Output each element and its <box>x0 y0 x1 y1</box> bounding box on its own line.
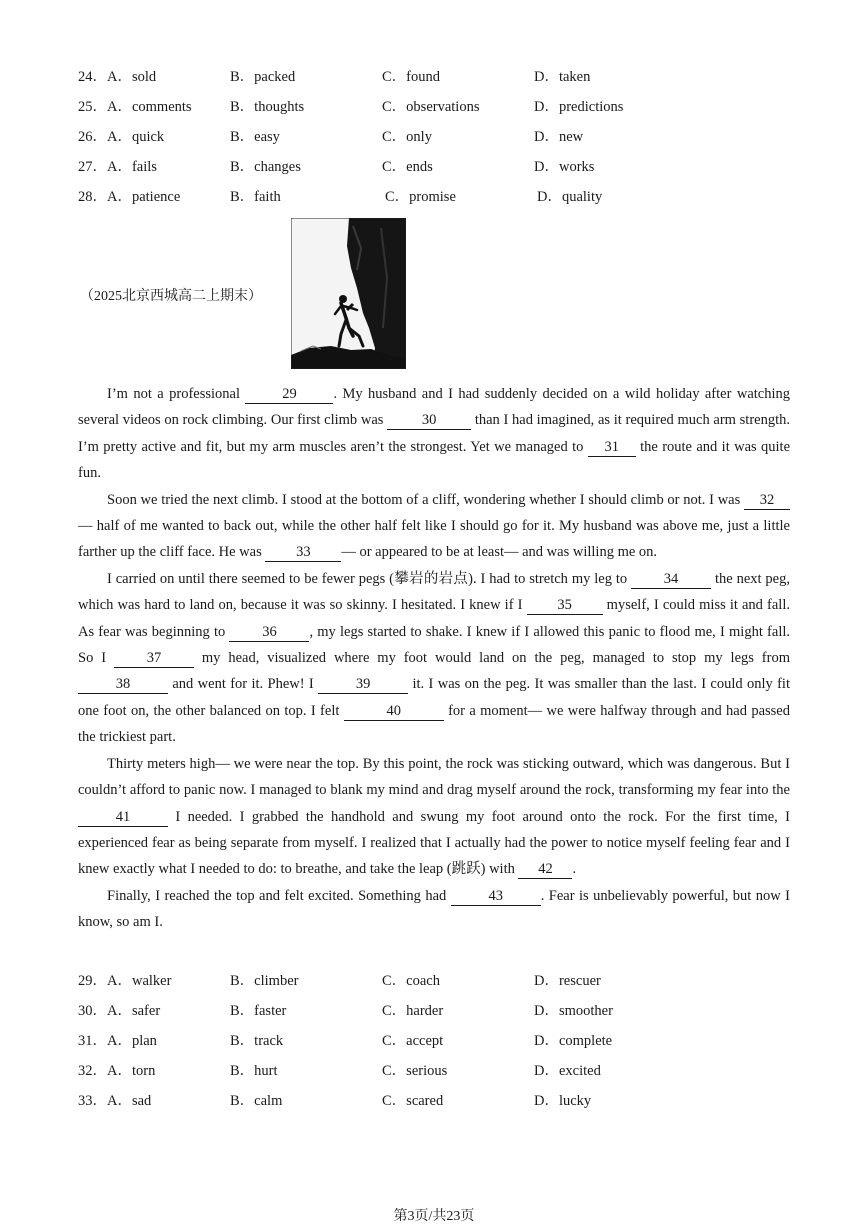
passage-text: Finally, I reached the top and felt excited. Something had <box>107 887 451 904</box>
passage-text: . Fear is unbelievably powerful, but now I know, so am I. <box>78 887 790 931</box>
option-c: C．harder <box>382 1003 444 1019</box>
paragraph-3 <box>78 566 790 751</box>
question-31 <box>78 1031 798 1051</box>
blank-29: 29 <box>245 386 333 404</box>
question-number: 29． <box>78 973 107 989</box>
option-d: D．predictions <box>534 99 624 115</box>
option-a: A．comments <box>107 99 192 115</box>
option-b: B．hurt <box>230 1063 278 1079</box>
option-d: D．excited <box>534 1063 601 1079</box>
question-option <box>78 157 157 177</box>
question-number: 30． <box>78 1003 107 1019</box>
question-number: 25． <box>78 99 107 115</box>
passage-source: （2025北京西城高二上期末） <box>80 289 262 304</box>
option-c: C．ends <box>382 159 433 175</box>
paragraph-4 <box>78 751 790 883</box>
passage-text: the route and it was quite fun. <box>78 438 791 482</box>
passage-text: Thirty meters high— we were near the top. By this point, the rock was sticking outward, which was dangerous. But I couldn’t afford to panic now. I managed to blank my mind and drag myself around the rock, transforming my fear into the <box>78 755 790 799</box>
question-29 <box>78 971 798 991</box>
option-a: A．safer <box>107 1003 161 1019</box>
option-b: B．faith <box>230 189 281 205</box>
option-b: B．faster <box>230 1003 287 1019</box>
passage-text: . My husband and I had suddenly decided on a wild holiday after watching several videos on rock climbing. Our first climb was <box>78 386 790 429</box>
passage-text: , my legs started to shake. I knew if I allowed this panic to flood me, I might fall. So I <box>78 623 790 667</box>
option-b: B．changes <box>230 159 301 175</box>
option-d: D．rescuer <box>534 973 601 989</box>
question-option <box>78 1031 157 1051</box>
option-a: A．fails <box>107 159 157 175</box>
passage-text: myself, I could miss it and fall. As fear was beginning to <box>78 597 790 640</box>
option-a: A．plan <box>107 1033 157 1049</box>
passage-text: . <box>572 861 577 878</box>
question-number: 28． <box>78 189 107 205</box>
blank-37: 37 <box>114 650 194 668</box>
question-24 <box>78 67 798 87</box>
paragraph-1 <box>78 381 790 487</box>
question-32 <box>78 1061 798 1081</box>
option-a: A．quick <box>107 129 165 145</box>
option-a: A．sold <box>107 69 157 85</box>
option-b: B．easy <box>230 129 280 145</box>
blank-41: 41 <box>78 809 168 827</box>
rock-climber-illustration <box>291 218 406 369</box>
question-30 <box>78 1001 798 1021</box>
passage-text: Soon we tried the next climb. I stood at the bottom of a cliff, wondering whether I should climb or not. I was <box>107 491 744 508</box>
option-b: B．climber <box>230 973 299 989</box>
option-b: B．calm <box>230 1093 283 1109</box>
question-option <box>78 127 164 147</box>
option-c: C．serious <box>382 1063 448 1079</box>
blank-38: 38 <box>78 676 168 694</box>
option-b: B．track <box>230 1033 284 1049</box>
blank-35: 35 <box>527 597 603 615</box>
question-33 <box>78 1091 798 1111</box>
blank-40: 40 <box>344 703 444 721</box>
option-a: A．patience <box>107 189 181 205</box>
option-a: A．sad <box>107 1093 152 1109</box>
passage-text: for a moment— we were halfway through and had passed the trickiest part. <box>78 702 790 746</box>
question-option <box>78 1001 160 1021</box>
passage-text: it. I was on the peg. It was smaller than the last. I could only fit one foot on, the other balanced on top. I felt <box>78 676 790 719</box>
passage-text: the next peg, which was hard to land on, because it was so skinny. I hesitated. I knew if I <box>78 570 790 614</box>
option-c: C．coach <box>382 973 440 989</box>
question-number: 31． <box>78 1033 107 1049</box>
question-number: 33． <box>78 1093 107 1109</box>
blank-36: 36 <box>229 624 309 642</box>
question-number: 24． <box>78 69 107 85</box>
option-d: D．smoother <box>534 1003 613 1019</box>
question-option <box>78 97 192 117</box>
option-c: C．found <box>382 69 440 85</box>
blank-39: 39 <box>318 676 408 694</box>
passage-text: — half of me wanted to back out, while the other half felt like I should go for it. My husband was above me, just a little farther up the cliff face. He was <box>78 518 790 561</box>
question-27 <box>78 157 798 177</box>
paragraph-2 <box>78 487 790 566</box>
passage-text: my head, visualized where my foot would land on the peg, managed to stop my legs from <box>193 650 790 667</box>
question-number: 26． <box>78 129 107 145</box>
blank-43: 43 <box>451 888 541 906</box>
question-option <box>78 1091 151 1111</box>
blank-30: 30 <box>387 412 471 430</box>
passage-text: than I had imagined, as it required much arm strength. I’m pretty active and fit, but my arm muscles aren’t the strongest. Yet we managed to <box>78 412 790 455</box>
blank-34: 34 <box>631 571 711 589</box>
option-c: C．scared <box>382 1093 444 1109</box>
page-footer: 第3页/共23页 <box>393 1209 475 1224</box>
option-a: A．torn <box>107 1063 156 1079</box>
option-a: A．walker <box>107 973 172 989</box>
question-number: 27． <box>78 159 107 175</box>
question-option <box>78 67 156 87</box>
paragraph-5 <box>78 883 790 936</box>
cloze-passage <box>78 381 790 936</box>
option-d: D．lucky <box>534 1093 592 1109</box>
option-b: B．packed <box>230 69 296 85</box>
blank-32: 32 <box>744 492 790 510</box>
passage-text: I needed. I grabbed the handhold and swung my foot around onto the rock. For the first time, I experienced fear as being separate from myself. I realized that I actually had the power to notice myself feeling fear and I knew exactly what I needed to do: to breathe, and take the leap (跳跃) with <box>78 808 790 878</box>
question-25 <box>78 97 798 117</box>
option-d: D．new <box>534 129 584 145</box>
option-d: D．works <box>534 159 595 175</box>
option-d: D．quality <box>537 189 603 205</box>
passage-text: I carried on until there seemed to be fewer pegs (攀岩的岩点). I had to stretch my leg to <box>107 570 632 587</box>
option-c: C．promise <box>385 189 456 205</box>
passage-text: — or appeared to be at least— and was willing me on. <box>341 544 658 561</box>
question-option <box>78 971 171 991</box>
option-c: C．observations <box>382 99 480 115</box>
option-d: D．complete <box>534 1033 613 1049</box>
question-number: 32． <box>78 1063 107 1079</box>
question-option <box>78 1061 155 1081</box>
option-b: B．thoughts <box>230 99 305 115</box>
option-c: C．only <box>382 129 432 145</box>
question-option <box>78 187 180 207</box>
passage-text: and went for it. Phew! I <box>168 676 319 693</box>
option-c: C．accept <box>382 1033 444 1049</box>
passage-text: I’m not a professional <box>107 386 246 402</box>
blank-31: 31 <box>588 439 636 457</box>
question-26 <box>78 127 798 147</box>
question-28 <box>78 187 798 207</box>
blank-42: 42 <box>518 861 572 879</box>
option-d: D．taken <box>534 69 591 85</box>
climber-silhouette-image <box>291 218 406 369</box>
blank-33: 33 <box>265 544 341 562</box>
